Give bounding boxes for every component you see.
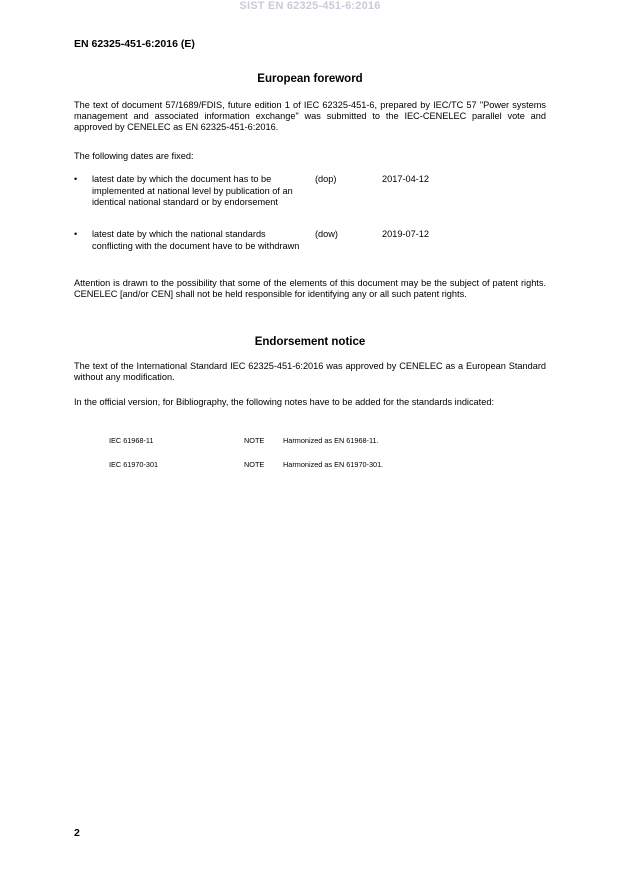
date-value: 2017-04-12: [382, 174, 429, 184]
bibliography-intro: In the official version, for Bibliography, the following notes have to be added for the standards indicated:: [74, 397, 494, 407]
endorsement-text: The text of the International Standard IEC 62325-451-6:2016 was approved by CENELEC as a European Standard without any modification.: [74, 361, 546, 382]
endorsement-heading: Endorsement notice: [254, 336, 366, 348]
note-label: NOTE: [244, 460, 265, 469]
patent-attention-paragraph: Attention is drawn to the possibility that some of the elements of this document may be the subject of patent rights. CENELEC [and/or CEN] shall not be held responsible for identifying any or all such patent rights.: [74, 278, 546, 299]
page-number: 2: [74, 827, 80, 839]
bullet-icon: •: [74, 229, 78, 239]
date-description: latest date by which the document has to be implemented at national level by publication of an identical national standard or by endorsement: [92, 174, 293, 208]
bullet-icon: •: [74, 174, 78, 184]
note-standard: IEC 61968-11: [109, 436, 154, 445]
date-code: (dop): [315, 174, 337, 184]
date-code: (dow): [315, 229, 338, 239]
watermark: SIST EN 62325-451-6:2016: [239, 0, 381, 12]
dates-intro: The following dates are fixed:: [74, 151, 194, 161]
date-description: latest date by which the national standards conflicting with the document have to be withdrawn: [92, 229, 300, 251]
date-value: 2019-07-12: [382, 229, 429, 239]
note-standard: IEC 61970-301: [109, 460, 159, 469]
document-id: EN 62325-451-6:2016 (E): [74, 38, 195, 50]
note-label: NOTE: [244, 436, 265, 445]
note-text: Harmonized as EN 61970-301.: [283, 460, 384, 469]
foreword-heading: European foreword: [257, 73, 363, 85]
note-text: Harmonized as EN 61968-11.: [283, 436, 379, 445]
foreword-intro-paragraph: The text of document 57/1689/FDIS, future edition 1 of IEC 62325-451-6, prepared by IEC/TC 57 "Power systems management and associated information exchange" was submitted to the IEC-CENELEC parallel vote and approved by CENELEC as EN 62325-451-6:2016.: [74, 100, 546, 132]
